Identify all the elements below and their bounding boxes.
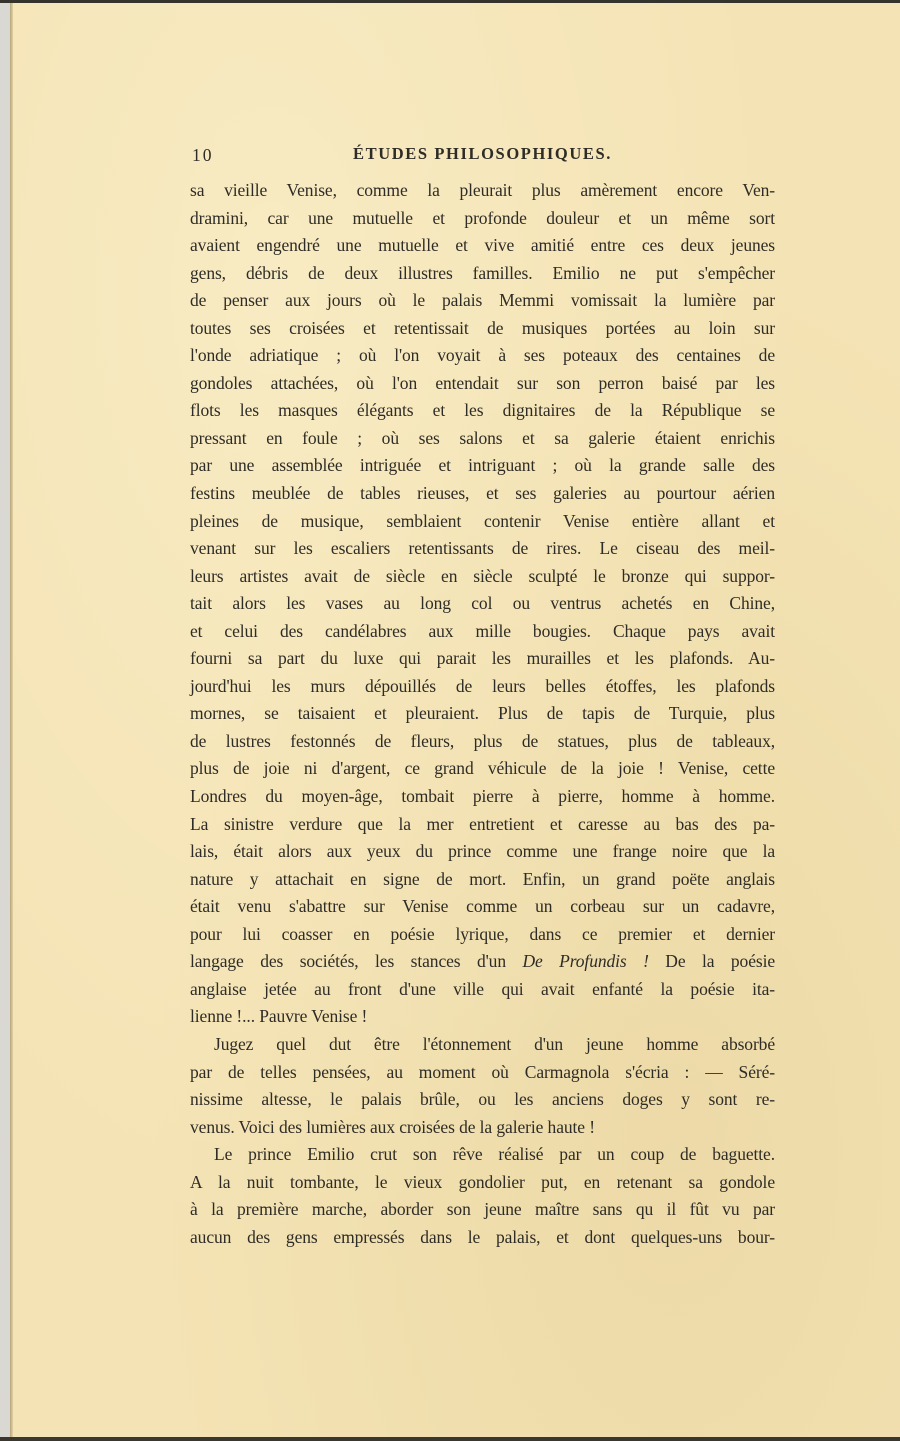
text-line: tait alors les vases au long col ou ventrus achetés en Chine, [190,593,775,614]
text-line: de lustres festonnés de fleurs, plus de statues, plus de tableaux, [190,730,775,751]
text-line: La sinistre verdure que la mer entretient et caresse au bas des pa- [190,813,775,834]
text-line: fourni sa part du luxe qui parait les murailles et les plafonds. Au- [190,648,775,669]
text-line: nature y attachait en signe de mort. Enfin, un grand poëte anglais [190,868,775,889]
text-line: à la première marche, aborder son jeune maître sans qu il fût vu par [190,1199,775,1220]
italic-text: De Profundis ! [522,951,649,972]
text-segment: langage des sociétés, les stances d'un [190,951,523,972]
text-line: pour lui coasser en poésie lyrique, dans ce premier et dernier [190,923,775,944]
text-line: mornes, se taisaient et pleuraient. Plus de tapis de Turquie, plus [190,703,775,724]
text-line: venant sur les escaliers retentissants de rires. Le ciseau des meil- [190,538,775,559]
text-line: festins meublée de tables rieuses, et ses galeries au pourtour aérien [190,483,775,504]
text-line: venus. Voici des lumières aux croisées de la galerie haute ! [190,1116,595,1137]
text-line: Londres du moyen-âge, tombait pierre à pierre, homme à homme. [190,786,775,807]
text-block [190,177,775,1251]
text-line: jourd'hui les murs dépouillés de leurs belles étoffes, les plafonds [190,675,775,696]
text-line: pressant en foule ; où ses salons et sa galerie étaient enrichis [190,427,775,448]
text-line: toutes ses croisées et retentissait de musiques portées au loin sur [190,317,775,338]
text-line: avaient engendré une mutuelle et vive amitié entre ces deux jeunes [190,235,775,256]
text-line: anglaise jetée au front d'une ville qui avait enfanté la poésie ita- [190,978,775,999]
text-line: pleines de musique, semblaient contenir Venise entière allant et [190,510,775,531]
running-head [190,144,775,170]
text-line: lais, était alors aux yeux du prince comme une frange noire que la [190,841,775,862]
text-line: gondoles attachées, où l'on entendait sur son perron baisé par les [190,372,775,393]
text-line: de penser aux jours où le palais Memmi vomissait la lumière par [190,290,775,311]
text-line: l'onde adriatique ; où l'on voyait à ses poteaux des centaines de [190,345,775,366]
running-title: ÉTUDES PHILOSOPHIQUES. [353,144,612,163]
page-number: 10 [192,145,214,165]
text-line: Le prince Emilio crut son rêve réalisé par un coup de baguette. [214,1144,775,1165]
text-line: gens, débris de deux illustres familles. Emilio ne put s'empêcher [190,262,775,283]
text-line: Jugez quel dut être l'étonnement d'un jeune homme absorbé [214,1033,775,1054]
text-line: flots les masques élégants et les dignitaires de la République se [190,400,775,421]
text-line: leurs artistes avait de siècle en siècle sculpté le bronze qui suppor- [190,565,775,586]
text-line: dramini, car une mutuelle et profonde douleur et un même sort [190,207,775,228]
text-line: plus de joie ni d'argent, ce grand véhicule de la joie ! Venise, cette [190,758,775,779]
text-line: et celui des candélabres aux mille bougies. Chaque pays avait [190,620,775,641]
text-line [190,948,775,976]
text-line: aucun des gens empressés dans le palais, et dont quelques-uns bour- [190,1226,775,1247]
text-line: A la nuit tombante, le vieux gondolier put, en retenant sa gondole [190,1171,775,1192]
page-edge-left [10,0,13,1441]
page-edge-top [0,0,900,3]
page-edge-bottom [0,1437,900,1441]
text-line: était venu s'abattre sur Venise comme un corbeau sur un cadavre, [190,896,775,917]
text-line: sa vieille Venise, comme la pleurait plus amèrement encore Ven- [190,180,775,200]
text-line: par une assemblée intriguée et intriguant ; où la grande salle des [190,455,775,476]
text-line: par de telles pensées, au moment où Carmagnola s'écria : — Séré- [190,1061,775,1082]
text-line: lienne !... Pauvre Venise ! [190,1006,368,1027]
text-segment: De la poésie [648,951,775,972]
scanner-edge-strip [0,0,10,1441]
text-line: nissime altesse, le palais brûle, ou les anciens doges y sont re- [190,1089,775,1110]
